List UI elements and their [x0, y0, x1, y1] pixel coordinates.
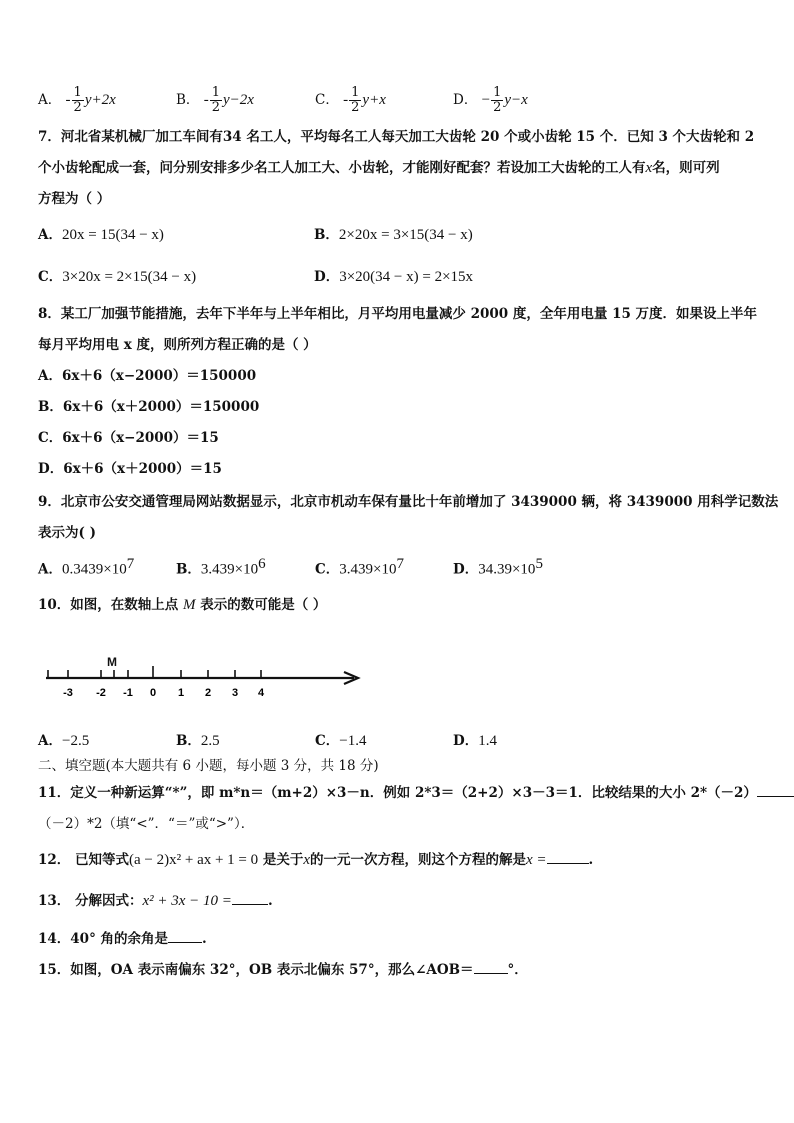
- q9-option-b: [176, 556, 266, 579]
- q7-line3: 方程为（ ）: [38, 191, 111, 207]
- q8-option-b: B．6x＋6（x＋2000）＝150000: [38, 399, 260, 415]
- option-label: B．: [314, 227, 339, 243]
- number-line-ticks: [48, 666, 265, 699]
- option-base: 34.39×10: [478, 561, 536, 578]
- q8-option-a: A．6x＋6（x−2000）＝150000: [38, 368, 257, 384]
- option-exponent: 7: [396, 556, 404, 572]
- q7-line2-text: 个小齿轮配成一套，问分别安排多少名工人加工大、小齿轮，才能刚好配套？若设加工大齿轮的工人有: [38, 160, 646, 176]
- q11-line2: （－2）*2（填“<”．“＝”或“>”）．: [38, 816, 255, 832]
- option-label: B．: [176, 733, 201, 749]
- q7-option-a: [38, 223, 164, 244]
- answer-blank[interactable]: [757, 796, 794, 797]
- option-label: D．: [314, 269, 340, 285]
- period: .: [588, 852, 594, 868]
- q10-option-b: [176, 729, 220, 750]
- fraction: $\frac{1}{2}$: [351, 85, 360, 115]
- q15-line: [38, 958, 528, 978]
- expression: y+2x: [84, 92, 116, 108]
- q10-option-d: [453, 729, 497, 750]
- period: .: [267, 893, 273, 909]
- q7-option-d: [314, 265, 473, 286]
- answer-blank[interactable]: [474, 973, 508, 974]
- number-line-tick-label: 0: [149, 687, 157, 699]
- option-text: 2×20x = 3×15(34 − x): [338, 227, 473, 243]
- option-label: C．: [315, 561, 340, 578]
- number-line-tick-label: 1: [177, 687, 185, 699]
- q7-line2-end: 名，则可列: [652, 160, 720, 176]
- option-label: A．: [38, 733, 62, 749]
- q12-line: [38, 848, 593, 869]
- q9-option-c: [315, 556, 404, 579]
- expression: y+x: [362, 92, 386, 108]
- q12-post: 的一元一次方程，则这个方程的解是: [310, 852, 527, 868]
- fraction: $\frac{1}{2}$: [493, 85, 502, 115]
- q15-text: 15．如图，OA 表示南偏东 32°，OB 表示北偏东 57°，那么∠AOB＝: [38, 962, 474, 978]
- q10-option-a: [38, 729, 89, 750]
- option-text: 3×20(34 − x) = 2×15x: [339, 269, 474, 285]
- number-line-point-label: M: [107, 655, 117, 669]
- q8-line2: 每月平均用电 x 度，则所列方程正确的是（ ）: [38, 337, 317, 353]
- sign: -: [65, 92, 71, 108]
- q12-mid: 是关于: [262, 852, 304, 868]
- number-line-tick-label: 3: [231, 687, 239, 699]
- q13-pre: 13． 分解因式：: [38, 893, 143, 909]
- q13-line: [38, 889, 273, 910]
- q9-line1: 9．北京市公安交通管理局网站数据显示，北京市机动车保有量比十年前增加了 3439000 辆，将 3439000 用科学记数法: [38, 494, 779, 510]
- number-line-tick-label: 2: [204, 687, 212, 699]
- option-text: 20x = 15(34 − x): [61, 227, 164, 243]
- q13-expression: x² + 3x − 10 =: [142, 893, 232, 909]
- q10-option-c: [315, 729, 366, 750]
- answer-blank[interactable]: [547, 863, 589, 864]
- option-text: −1.4: [339, 733, 367, 749]
- sign: -: [203, 92, 209, 108]
- q8-line1: 8．某工厂加强节能措施，去年下半年与上半年相比，月平均用电量减少 2000 度，全年用电量 15 万度．如果设上半年: [38, 306, 758, 322]
- q7-option-c: [38, 265, 196, 286]
- q8-option-d: D．6x＋6（x＋2000）＝15: [38, 461, 222, 477]
- option-base: 3.439×10: [339, 561, 397, 578]
- option-label: D．: [453, 561, 479, 578]
- expression: y−2x: [223, 92, 254, 108]
- q14-line: [38, 927, 207, 947]
- option-exponent: 5: [535, 556, 543, 572]
- sign: −: [481, 92, 491, 108]
- option-label: C．: [315, 733, 340, 749]
- q9-option-d: [453, 556, 543, 579]
- option-text: 1.4: [478, 733, 497, 749]
- option-base: 0.3439×10: [61, 561, 127, 578]
- q12-equation: (a − 2)x² + ax + 1 = 0: [129, 852, 259, 868]
- option-exponent: 6: [258, 556, 266, 572]
- q12-pre: 12． 已知等式: [38, 852, 129, 868]
- q9-option-a: [38, 556, 134, 579]
- answer-variable: x =: [526, 852, 547, 868]
- option-base: 3.439×10: [200, 561, 259, 578]
- q15-end: °．: [507, 962, 528, 978]
- answer-blank[interactable]: [232, 904, 268, 905]
- q10-stem: [38, 593, 326, 614]
- option-text: −2.5: [61, 733, 90, 749]
- q10-stem-post: 表示的数可能是（ ）: [200, 597, 327, 613]
- option-label: D．: [453, 733, 479, 749]
- q7-line1: 7．河北省某机械厂加工车间有34 名工人，平均每名工人每天加工大齿轮 20 个或小齿轮 15 个．已知 3 个大齿轮和 2: [38, 129, 755, 145]
- q6-option-b: [176, 86, 254, 115]
- fraction: $\frac{1}{2}$: [211, 85, 220, 115]
- option-text: 3×20x = 2×15(34 − x): [62, 269, 197, 285]
- expression: y−x: [504, 92, 528, 108]
- option-label: A．: [38, 92, 62, 108]
- variable: x: [645, 160, 653, 176]
- number-line-tick-label: -3: [63, 687, 73, 699]
- q7-option-b: [314, 223, 473, 244]
- number-line-tick-label: 4: [257, 687, 265, 699]
- number-line-figure: [40, 650, 370, 702]
- option-label: A．: [38, 227, 62, 243]
- fraction: $\frac{1}{2}$: [73, 85, 82, 115]
- q11-line1-text: 11．定义一种新运算“*”，即 m*n＝（m+2）×3－n．例如 2*3＝（2+2）×3－3＝1．比较结果的大小 2*（－2）: [38, 785, 757, 801]
- variable: x: [303, 852, 311, 868]
- sign: -: [343, 92, 349, 108]
- number-line-tick-label: -2: [96, 687, 106, 699]
- option-exponent: 7: [126, 556, 135, 572]
- q14-pre: 14．40° 角的余角是: [38, 931, 169, 947]
- q9-line2: 表示为( ): [38, 525, 96, 541]
- section-heading: 二、填空题(本大题共有 6 小题，每小题 3 分，共 18 分): [38, 758, 379, 774]
- option-text: 2.5: [200, 733, 220, 749]
- option-label: A．: [38, 561, 62, 578]
- q6-option-a: [38, 86, 116, 115]
- option-label: C．: [38, 269, 63, 285]
- period: .: [202, 931, 207, 947]
- q6-option-c: [315, 86, 386, 115]
- option-label: B．: [176, 92, 200, 108]
- q6-option-d: [453, 86, 528, 115]
- q8-option-c: C．6x＋6（x−2000）＝15: [38, 430, 219, 446]
- q10-stem-pre: 10．如图，在数轴上点: [38, 597, 179, 613]
- option-label: D．: [453, 92, 478, 108]
- number-line-tick-label: -1: [123, 687, 133, 699]
- option-label: B．: [176, 561, 201, 578]
- q11-line1: [38, 781, 794, 801]
- q7-line2: [38, 156, 720, 177]
- variable: M: [183, 597, 196, 613]
- option-label: C．: [315, 92, 339, 108]
- answer-blank[interactable]: [168, 942, 202, 943]
